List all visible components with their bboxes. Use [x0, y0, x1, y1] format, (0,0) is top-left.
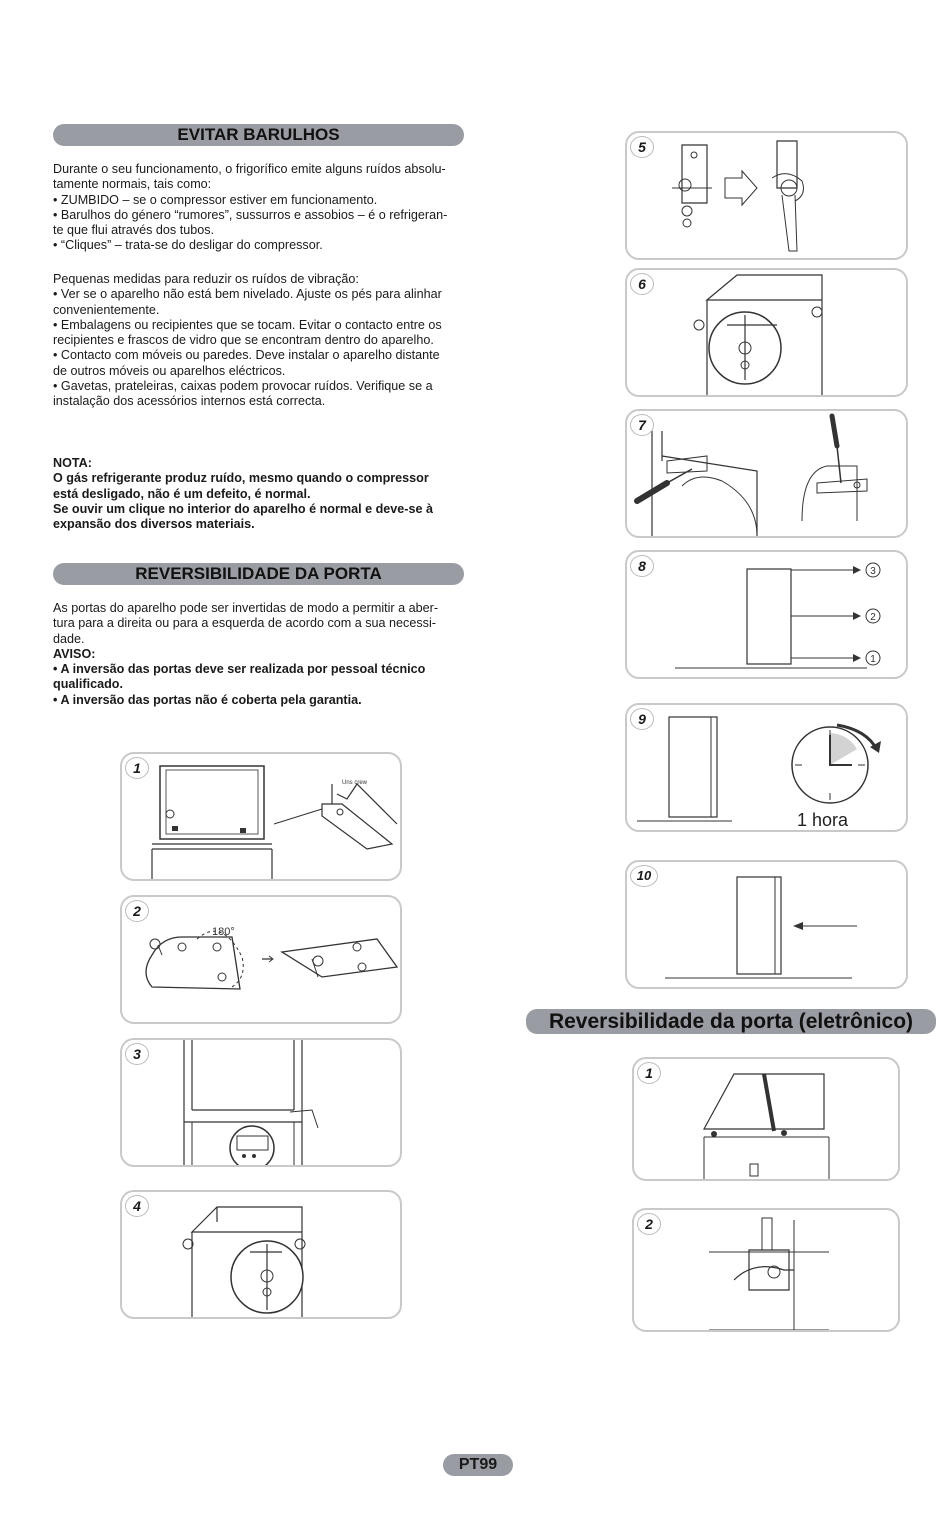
section-header-evitar-barulhos: EVITAR BARULHOS: [53, 124, 464, 146]
step-number: 5: [630, 136, 654, 158]
text-line: • Barulhos do género “rumores”, sussurros e assobios – é o refrigeran-: [53, 207, 448, 222]
step-number: 10: [630, 865, 658, 887]
step-5-panel: [625, 131, 908, 260]
section-header-reversibilidade: REVERSIBILIDADE DA PORTA: [53, 563, 464, 585]
text-line: • Gavetas, prateleiras, caixas podem provocar ruídos. Verifique se a: [53, 379, 433, 394]
wait-one-hour-illustration: [627, 705, 906, 830]
text-line: tura para a direita ou para a esquerda de acordo com a sua necessi-: [53, 616, 436, 631]
step-number: 3: [125, 1043, 149, 1065]
step-7-panel: [625, 409, 908, 538]
text-line: Pequenas medidas para reduzir os ruídos de vibração:: [53, 272, 359, 286]
note-text: [53, 456, 468, 532]
step-number: 9: [630, 708, 654, 730]
step-number: 1: [125, 757, 149, 779]
text-line: te que flui através dos tubos.: [53, 223, 215, 238]
step-4-panel: [120, 1190, 402, 1319]
text-line: NOTA:: [53, 456, 92, 470]
section-header-reversibilidade-eletronico: Reversibilidade da porta (eletrônico): [526, 1009, 936, 1034]
text-line: • Embalagens ou recipientes que se tocam. Evitar o contacto entre os: [53, 317, 442, 332]
step-3-panel: [120, 1038, 402, 1167]
fridge-top-hinge-illustration: [122, 754, 400, 879]
circled-3: 3: [870, 566, 876, 577]
text-line: • ZUMBIDO – se o compressor estiver em funcionamento.: [53, 192, 378, 207]
text-line: instalação dos acessórios internos está correcta.: [53, 394, 326, 409]
hinge-remove-illustration: [122, 1192, 400, 1317]
text-line: está desligado, não é um defeito, é normal.: [53, 486, 311, 501]
step-number: 7: [630, 414, 654, 436]
reversibility-text: [53, 601, 468, 708]
step-8-panel: [625, 550, 908, 679]
step-2-panel: [120, 895, 402, 1024]
step-number: 2: [125, 900, 149, 922]
electronic-step-1-panel: [632, 1057, 900, 1181]
hinge-pin-illustration: [627, 133, 906, 258]
angle-label: 180°: [212, 926, 235, 938]
text-line: • “Cliques” – trata-se do desligar do compressor.: [53, 238, 323, 253]
circled-2: 2: [870, 612, 876, 623]
step-number: 4: [125, 1195, 149, 1217]
step-number: 2: [637, 1213, 661, 1235]
door-sequence-illustration: [627, 552, 906, 677]
step-number: 1: [637, 1062, 661, 1084]
text-line: Durante o seu funcionamento, o frigorífico emite alguns ruídos absolu-: [53, 162, 446, 176]
electronic-hinge-detail-illustration: [634, 1210, 898, 1330]
text-line: expansão dos diversos materiais.: [53, 517, 255, 532]
hinge-attach-illustration: [627, 270, 906, 395]
fridge-side-illustration: [122, 1040, 400, 1165]
close-door-illustration: [627, 862, 906, 987]
step-number: 8: [630, 555, 654, 577]
electronic-step-2-panel: [632, 1208, 900, 1332]
text-line: • A inversão das portas não é coberta pela garantia.: [53, 692, 362, 707]
text-line: Se ouvir um clique no interior do aparelho é normal e deve-se à: [53, 501, 434, 516]
circled-1: 1: [870, 654, 876, 665]
text-line: dade.: [53, 631, 85, 646]
page-number-badge: PT99: [443, 1454, 513, 1476]
text-line: As portas do aparelho pode ser invertidas de modo a permitir a aber-: [53, 601, 439, 615]
text-line: • A inversão das portas deve ser realizada por pessoal técnico: [53, 662, 426, 677]
text-line: tamente normais, tais como:: [53, 177, 212, 192]
text-line: qualificado.: [53, 677, 123, 692]
text-line: convenientemente.: [53, 302, 160, 317]
door-hinge-screwdriver-illustration: [627, 411, 906, 536]
screw-label: Uns crew: [342, 780, 368, 786]
step-1-panel: [120, 752, 402, 881]
step-9-panel: [625, 703, 908, 832]
text-line: O gás refrigerante produz ruído, mesmo quando o compressor: [53, 471, 429, 486]
text-line: recipientes e frascos de vidro que se encontram dentro do aparelho.: [53, 333, 434, 348]
text-line: de outros móveis ou aparelhos eléctricos.: [53, 363, 286, 378]
text-line: AVISO:: [53, 646, 96, 661]
text-line: • Contacto com móveis ou paredes. Deve instalar o aparelho distante: [53, 348, 440, 363]
step-10-panel: [625, 860, 908, 989]
electronic-hinge-illustration: [634, 1059, 898, 1179]
time-label: 1 hora: [797, 810, 849, 830]
step-6-panel: [625, 268, 908, 397]
noise-intro-text: [53, 162, 468, 254]
noise-measures-text: [53, 272, 468, 410]
text-line: • Ver se o aparelho não está bem nivelado. Ajuste os pés para alinhar: [53, 287, 442, 302]
step-number: 6: [630, 273, 654, 295]
hinge-rotation-illustration: [122, 897, 400, 1022]
